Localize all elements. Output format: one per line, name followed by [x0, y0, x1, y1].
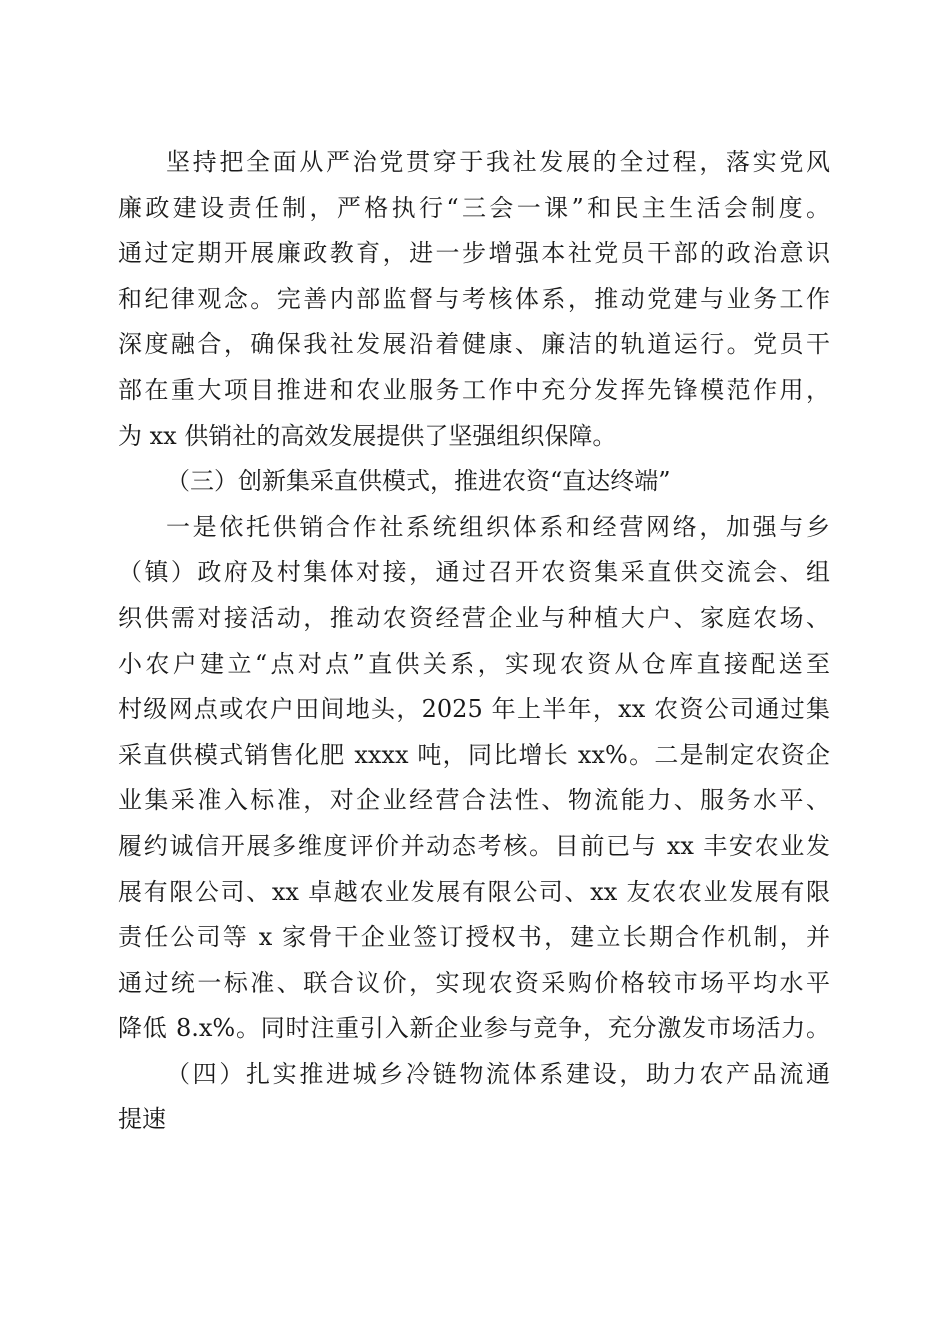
paragraph-2-line-2: （镇）政府及村集体对接，通过召开农资集采直供交流会、组 — [118, 558, 830, 587]
paragraph-2-line-10: 责任公司等 x 家骨干企业签订授权书，建立长期合作机制，并 — [118, 923, 830, 952]
paragraph-2-line-7: 业集采准入标准，对企业经营合法性、物流能力、服务水平、 — [118, 786, 830, 815]
paragraph-2-line-11: 通过统一标准、联合议价，实现农资采购价格较市场平均水平 — [118, 968, 830, 997]
section-heading-4-line-1: （四）扎实推进城乡冷链物流体系建设，助力农产品流通 — [166, 1059, 830, 1088]
section-heading-3: （三）创新集采直供模式，推进农资“直达终端” — [166, 467, 671, 496]
paragraph-2-line-12: 降低 8.x%。同时注重引入新企业参与竞争，充分激发市场活力。 — [118, 1014, 830, 1043]
paragraph-1-line-4: 和纪律观念。完善内部监督与考核体系，推动党建与业务工作 — [118, 284, 830, 313]
section-heading-4-line-2: 提速 — [118, 1105, 166, 1134]
paragraph-2-line-3: 织供需对接活动，推动农资经营企业与种植大户、家庭农场、 — [118, 603, 830, 632]
paragraph-1-line-7: 为 xx 供销社的高效发展提供了坚强组织保障。 — [118, 421, 617, 450]
paragraph-1-line-5: 深度融合，确保我社发展沿着健康、廉洁的轨道运行。党员干 — [118, 330, 830, 359]
paragraph-1-line-6: 部在重大项目推进和农业服务工作中充分发挥先锋模范作用， — [118, 375, 830, 404]
paragraph-2-line-1: 一是依托供销合作社系统组织体系和经营网络，加强与乡 — [166, 512, 830, 541]
paragraph-1-line-2: 廉政建设责任制，严格执行“三会一课”和民主生活会制度。 — [118, 193, 830, 222]
paragraph-2-line-8: 履约诚信开展多维度评价并动态考核。目前已与 xx 丰安农业发 — [118, 831, 830, 860]
paragraph-1-line-1: 坚持把全面从严治党贯穿于我社发展的全过程，落实党风 — [166, 148, 830, 176]
document-body — [118, 140, 830, 1143]
paragraph-2-line-6: 采直供模式销售化肥 xxxx 吨，同比增长 xx%。二是制定农资企 — [118, 740, 830, 769]
paragraph-2-line-5: 村级网点或农户田间地头，2025 年上半年，xx 农资公司通过集 — [118, 695, 830, 724]
paragraph-2-line-9: 展有限公司、xx 卓越农业发展有限公司、xx 友农农业发展有限 — [118, 877, 830, 906]
paragraph-2-line-4: 小农户建立“点对点”直供关系，实现农资从仓库直接配送至 — [118, 649, 830, 678]
paragraph-1-line-3: 通过定期开展廉政教育，进一步增强本社党员干部的政治意识 — [118, 239, 830, 268]
